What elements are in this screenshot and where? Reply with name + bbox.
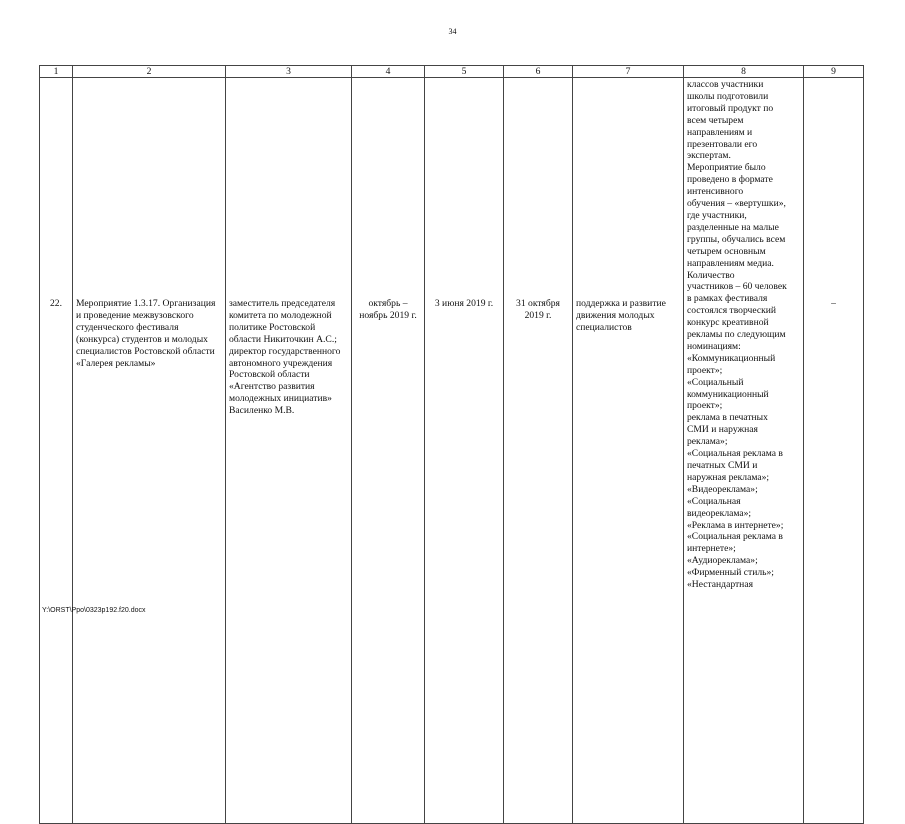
report-line: в рамках фестиваля [687, 293, 768, 305]
report-line: школы подготовили [687, 90, 769, 102]
notes: – [804, 78, 864, 824]
report-line: проект»; [687, 400, 723, 412]
report-line: экспертам. [687, 150, 731, 162]
event-name: Мероприятие 1.3.17. Организация и проведение межвузовского студенческого фестиваля (конкурса) студентов и молодых специалистов Ростовской области «Галерея рекламы» [73, 78, 226, 824]
report-line: реклама в печатных [687, 412, 768, 424]
report-line: «Реклама в интернете»; [687, 519, 784, 531]
header-cell: 2 [73, 66, 226, 78]
report-line: коммуникационный [687, 388, 769, 400]
header-cell: 6 [504, 66, 573, 78]
header-cell: 3 [226, 66, 352, 78]
header-cell: 9 [804, 66, 864, 78]
report-line: проект»; [687, 364, 723, 376]
report-line: четырем основным [687, 245, 766, 257]
actual-result-report [684, 78, 804, 824]
report-line: направлениям медиа. [687, 257, 774, 269]
report-line: «Социальный [687, 376, 744, 388]
report-line: Количество [687, 269, 735, 281]
report-line: презентовали его [687, 138, 758, 150]
planned-period: октябрь – ноябрь 2019 г. [352, 78, 425, 824]
report-line: интенсивного [687, 186, 744, 198]
report-line: номинациям: [687, 340, 741, 352]
report-line: направлениям и [687, 126, 753, 138]
header-cell: 5 [425, 66, 504, 78]
report-line: «Коммуникационный [687, 352, 776, 364]
file-path-footer: Y:\ORST\Ppo\0323p192.f20.docx [42, 607, 146, 614]
report-line: интернете»; [687, 543, 736, 555]
report-line: «Нестандартная [687, 579, 753, 591]
report-line: состоялся творческий [687, 305, 777, 317]
report-line: группы, обучались всем [687, 233, 786, 245]
row-number: 22. [40, 78, 73, 824]
responsible-persons: заместитель председателя комитета по молодежной политике Ростовской области Никиточкин А.С.; директор государственного автономного учреждения Ростовской области «Агентство развития молодежных инициатив» Василенко М.В. [226, 78, 352, 824]
report-line: «Социальная реклама в [687, 531, 783, 543]
report-line: рекламы по следующим [687, 329, 786, 341]
report-line: всем четырем [687, 114, 744, 126]
page-number: 34 [448, 27, 457, 36]
table-header-row [40, 66, 864, 78]
report-line: «Социальная [687, 495, 741, 507]
header-cell: 7 [573, 66, 684, 78]
report-line: разделенные на малые [687, 221, 779, 233]
report-line: где участники, [687, 209, 747, 221]
report-line: «Видеореклама»; [687, 483, 758, 495]
report-line: участников – 60 человек [687, 281, 787, 293]
report-line: печатных СМИ и [687, 460, 758, 471]
actual-end-date: 31 октября 2019 г. [504, 78, 573, 824]
report-line: СМИ и наружная [687, 424, 758, 436]
report-line: «Фирменный стиль»; [687, 567, 774, 579]
actual-start-date: 3 июня 2019 г. [425, 78, 504, 824]
header-cell: 4 [352, 66, 425, 78]
report-line: классов участники [687, 79, 764, 90]
report-line: «Аудиореклама»; [687, 555, 758, 567]
report-line: обучения – «вертушки», [687, 198, 786, 210]
report-line: наружная реклама»; [687, 471, 770, 483]
expected-result: поддержка и развитие движения молодых специалистов [573, 78, 684, 824]
report-line: реклама»; [687, 436, 728, 448]
header-cell: 8 [684, 66, 804, 78]
report-line: «Социальная реклама в [687, 448, 783, 460]
report-line: конкурс креативной [687, 317, 769, 329]
table-row [40, 78, 864, 824]
header-cell: 1 [40, 66, 73, 78]
report-line: проведено в формате [687, 174, 773, 186]
report-line: видеореклама»; [687, 507, 752, 519]
report-table [39, 65, 864, 824]
report-line: Мероприятие было [687, 162, 766, 174]
report-line: итоговый продукт по [687, 102, 774, 114]
